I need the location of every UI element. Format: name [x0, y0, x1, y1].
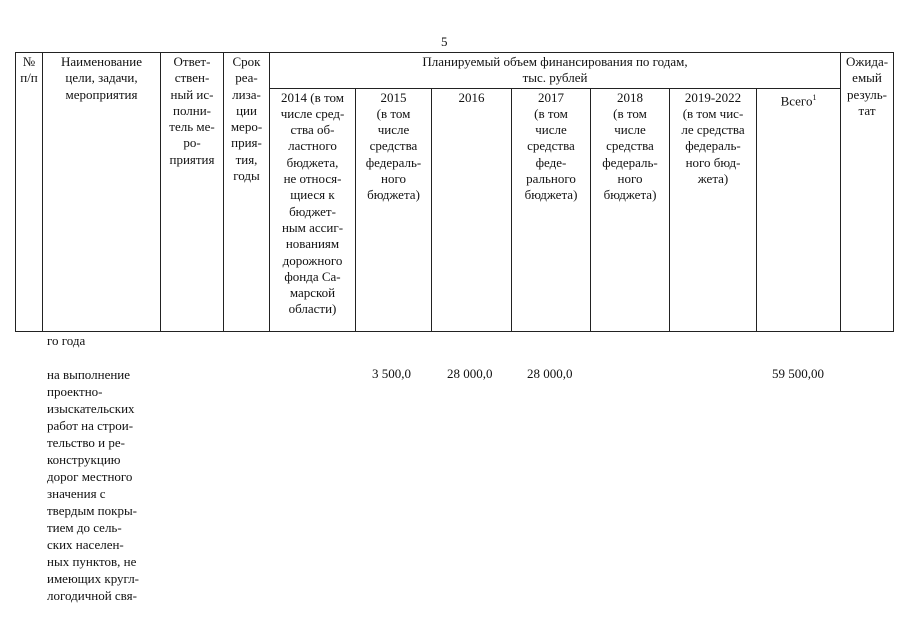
- funding-table-header: [15, 52, 894, 332]
- item-description: на выполнение проектно- изыскательских работ на строи- тельство и ре- конструкцию дорог местного значения с твердым покры- тием до сель- ских населен- ных пунктов, не имеющих кругл- логодичной свя-: [47, 367, 140, 603]
- header-year-2019-2022: 2019-2022 (в том чис- ле средства федераль- ного бюд- жета): [670, 88, 757, 331]
- header-year-2015: 2015 (в том числе средства федераль- ного бюджета): [356, 88, 432, 331]
- header-term: Срок реа- лиза- ции меро- прия- тия, годы: [224, 53, 270, 332]
- header-name: Наименование цели, задачи, мероприятия: [43, 53, 161, 332]
- header-year-2017: 2017 (в том числе средства феде- рального бюджета): [512, 88, 591, 331]
- value-2015: 3 500,0: [372, 366, 411, 381]
- header-funding: [270, 53, 841, 89]
- value-2017: 28 000,0: [527, 366, 573, 381]
- header-expected-result: Ожида- емый резуль- тат: [841, 53, 894, 332]
- continuation-text: го года: [47, 333, 86, 348]
- header-year-2014: 2014 (в том числе сред- ства об- ластного бюджета, не относя- щиеся к бюджет- ным ассиг- нованиям дорожного фонда Са- марской области): [270, 88, 356, 331]
- total-footnote: 1: [812, 92, 817, 102]
- header-year-2018: 2018 (в том числе средства федераль- ного бюджета): [591, 88, 670, 331]
- header-row-number: № п/п: [16, 53, 43, 332]
- header-year-2016: 2016: [432, 88, 512, 331]
- header-funding-line1: Планируемый объем финансирования по годам,: [422, 54, 688, 69]
- header-responsible: Ответ- ствен- ный ис- полни- тель ме- ро- приятия: [161, 53, 224, 332]
- page-number: 5: [441, 34, 448, 49]
- header-funding-line2: тыс. рублей: [522, 70, 588, 86]
- value-total: 59 500,00: [772, 366, 824, 381]
- value-2016: 28 000,0: [447, 366, 493, 381]
- header-total: Всего$^1$: [757, 88, 841, 331]
